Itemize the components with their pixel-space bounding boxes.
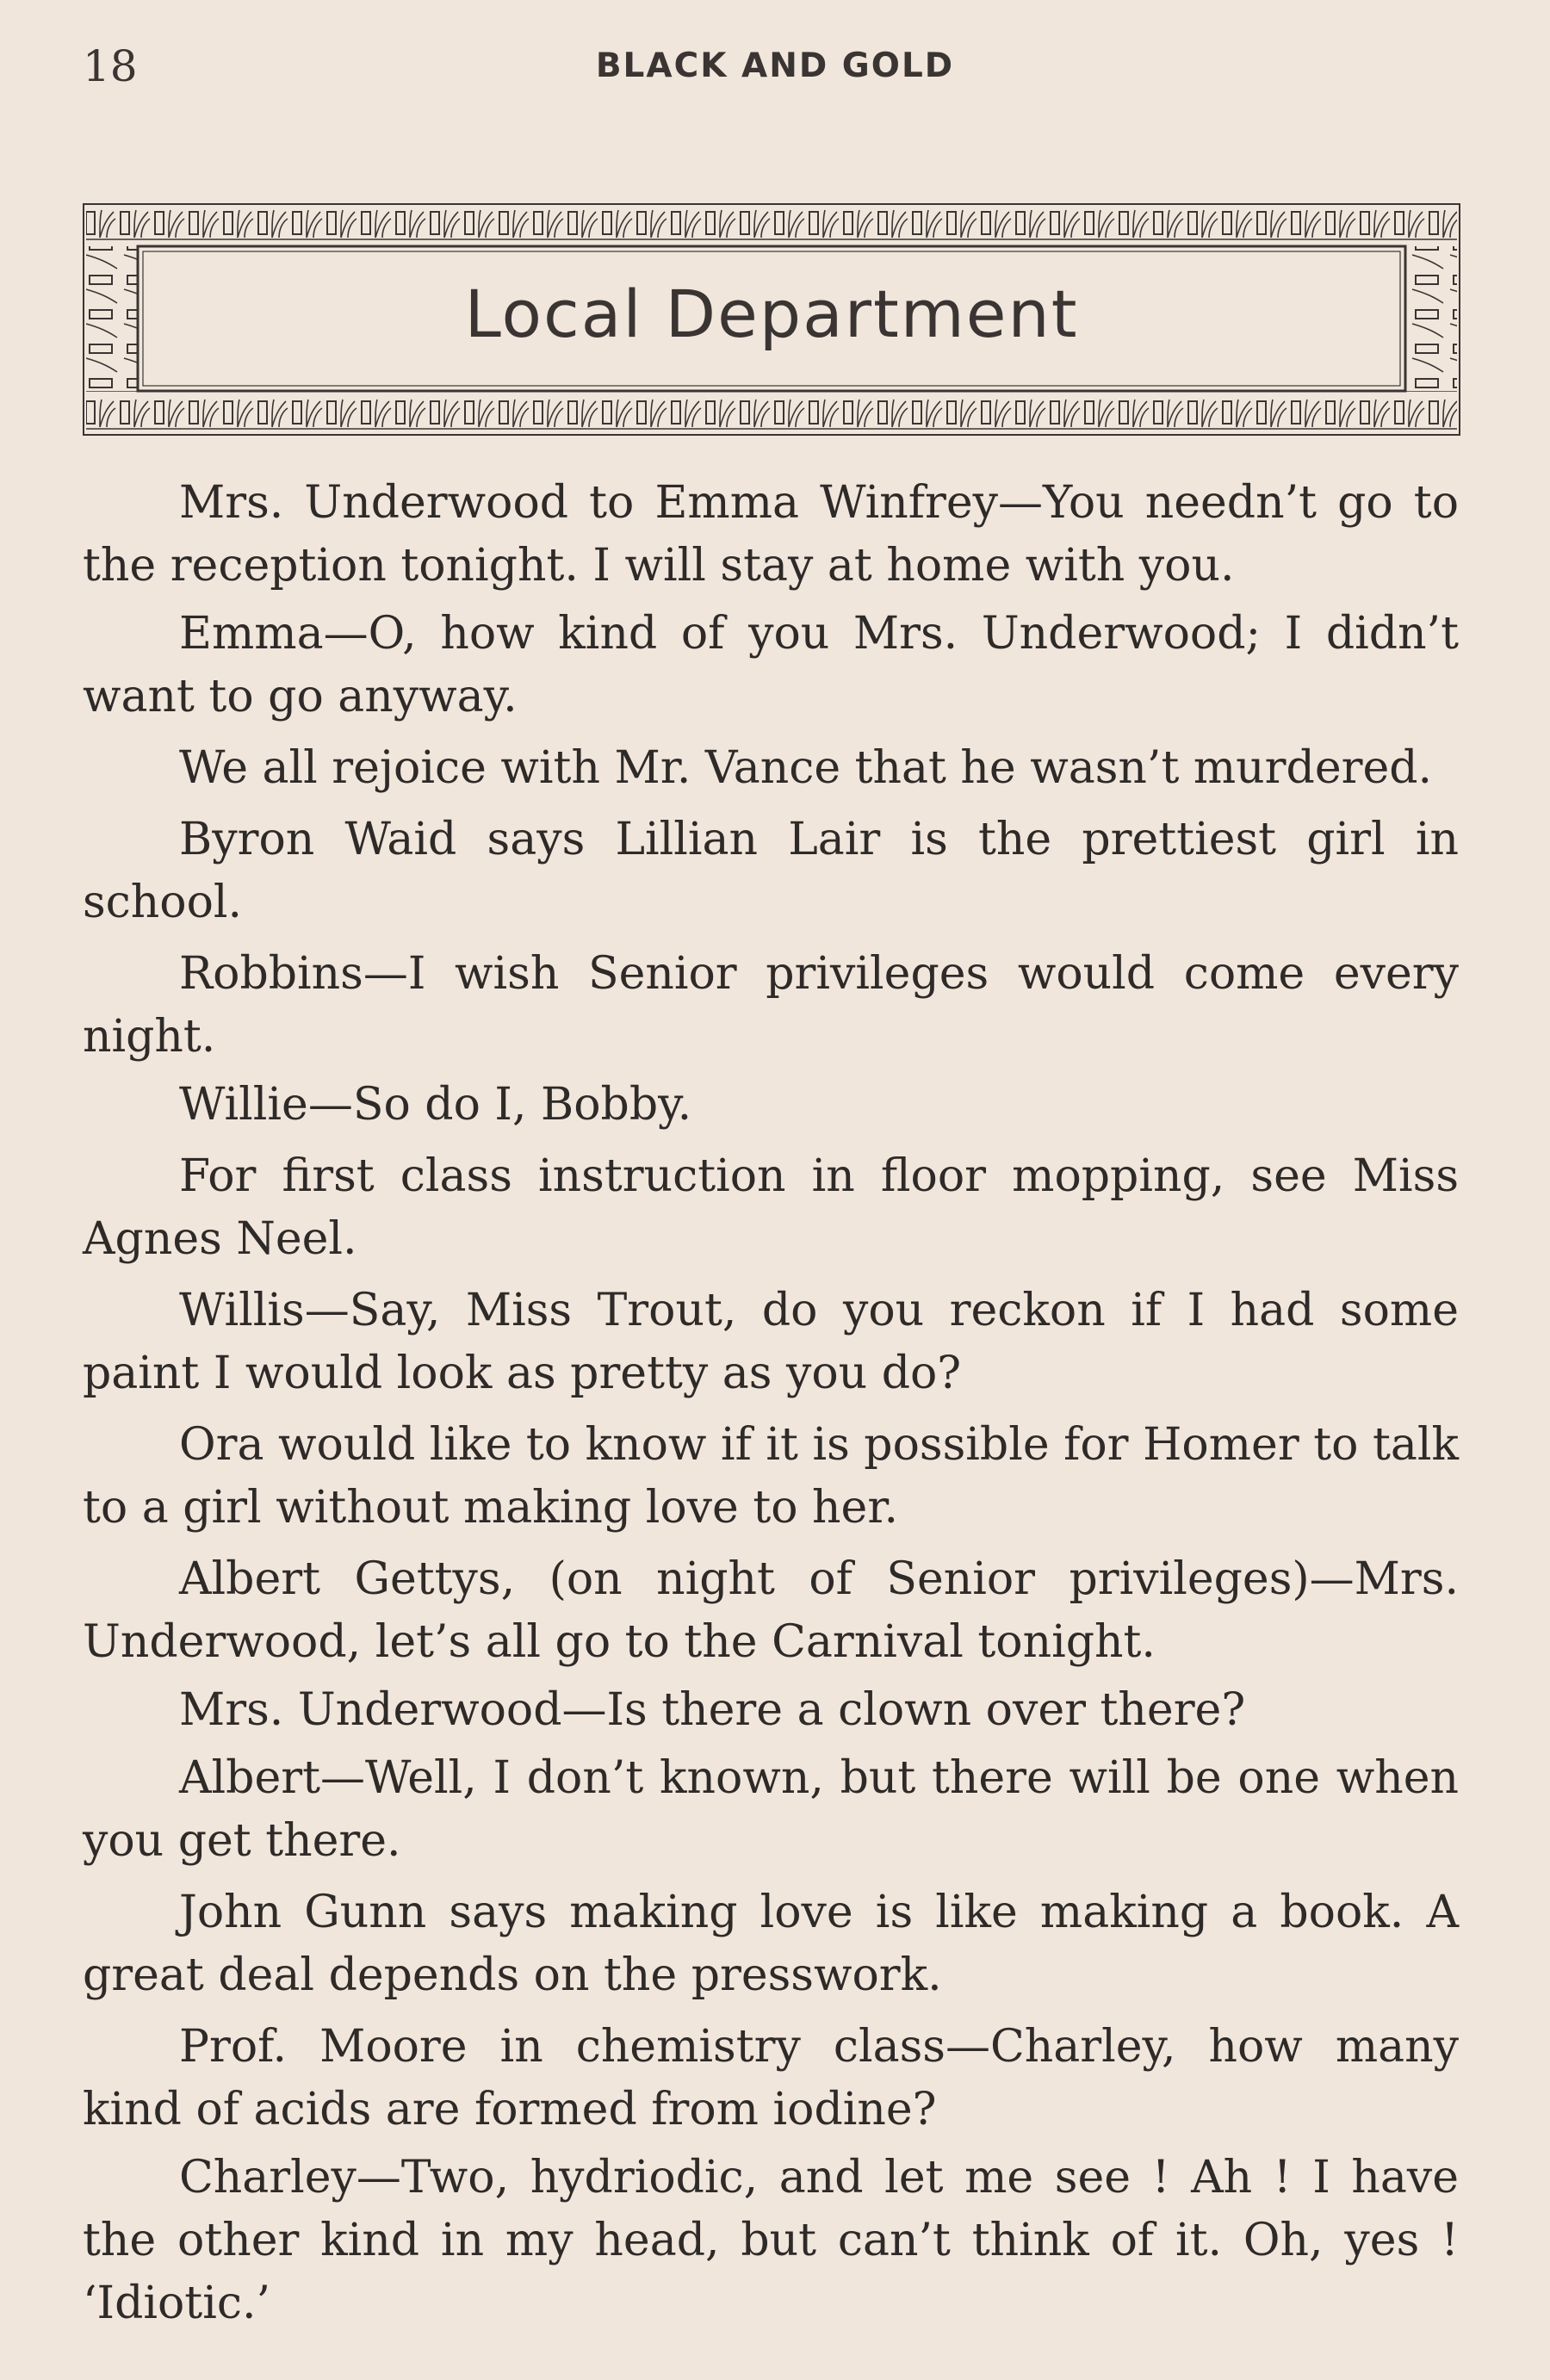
paragraph: Mrs. Underwood—Is there a clown over there?: [179, 1684, 1246, 1736]
paragraph: We all rejoice with Mr. Vance that he wasn’t murdered.: [179, 742, 1433, 794]
journal-title: BLACK AND GOLD: [595, 46, 955, 85]
page-number: 18: [83, 41, 138, 91]
paragraph: Byron Waid says Lillian Lair is the prettiest girl in school.: [83, 814, 1459, 928]
paragraph: Prof. Moore in chemistry class—Charley, how many kind of acids are formed from iodine?: [83, 2021, 1459, 2135]
article-body: [83, 472, 1459, 2340]
paragraph: Charley—Two, hydriodic, and let me see ! Ah ! I have the other kind in my head, but can’t think of it. Oh, yes ! ‘Idiotic.’: [83, 2152, 1459, 2329]
paragraph: Albert Gettys, (on night of Senior privileges)—Mrs. Underwood, let’s all go to the Carnival tonight.: [83, 1553, 1459, 1668]
section-banner: [83, 203, 1460, 436]
paragraph: Willie—So do I, Bobby.: [179, 1079, 692, 1131]
paragraph: For first class instruction in floor mopping, see Miss Agnes Neel.: [83, 1150, 1459, 1265]
paragraph: Emma—O, how kind of you Mrs. Underwood; I didn’t want to go anyway.: [83, 608, 1459, 722]
paragraph: Willis—Say, Miss Trout, do you reckon if I had some paint I would look as pretty as you do?: [83, 1285, 1459, 1399]
section-title: Local Department: [464, 276, 1079, 352]
paragraph: John Gunn says making love is like making a book. A great deal depends on the presswork.: [83, 1887, 1459, 2001]
paragraph: Ora would like to know if it is possible for Homer to talk to a girl without making love to her.: [83, 1419, 1459, 1534]
paragraph: Robbins—I wish Senior privileges would come every night.: [83, 948, 1459, 1063]
paragraph: Albert—Well, I don’t known, but there will be one when you get there.: [83, 1752, 1459, 1867]
running-head: [0, 41, 1550, 93]
paragraph: Mrs. Underwood to Emma Winfrey—You needn’t go to the reception tonight. I will stay at home with you.: [83, 477, 1459, 592]
